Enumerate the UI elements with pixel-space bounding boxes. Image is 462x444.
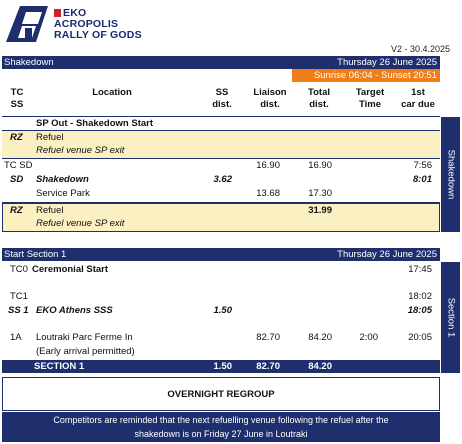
table-row	[2, 331, 440, 359]
table-row	[2, 203, 440, 232]
total-ss: 1.50	[213, 361, 232, 372]
notice-line2: shakedown is on Friday 27 June in Loutraki	[134, 429, 308, 439]
refuel-notice	[2, 412, 440, 442]
brand-text	[54, 8, 142, 41]
brand-line1: ACROPOLIS	[54, 18, 119, 30]
rz2-sub: Refuel venue SP exit	[36, 218, 125, 229]
tc0-first: 17:45	[408, 264, 432, 275]
shakedown-side-tab: Shakedown	[441, 117, 460, 232]
sd-label: Shakedown	[36, 174, 89, 185]
a1-liaison: 82.70	[256, 332, 280, 343]
a1-code: 1A	[10, 332, 22, 343]
eko-flag-icon	[54, 9, 61, 17]
section1-side-tab: Section 1	[441, 262, 460, 373]
shakedown-title: Shakedown	[4, 57, 54, 68]
total-total: 84.20	[308, 361, 332, 372]
tcsd-total: 16.90	[308, 160, 332, 171]
service-total: 17.30	[308, 188, 332, 199]
col-first-car: 1st car due	[401, 87, 435, 110]
section1-bar	[2, 248, 440, 261]
sd-code: SD	[10, 174, 24, 185]
brand-line2: RALLY OF GODS	[54, 29, 142, 41]
tcsd-code: TC SD	[4, 160, 33, 171]
col-location: Location	[92, 87, 132, 98]
tc0-code: TC0	[10, 264, 28, 275]
sunrise-sunset-badge: Sunrise 06:04 - Sunset 20:51	[292, 69, 440, 82]
col-liaison: Liaison dist.	[253, 87, 287, 110]
a1-label: Loutraki Parc Ferme In	[36, 332, 133, 343]
tcsd-first: 7:56	[413, 160, 432, 171]
sd-first: 8:01	[412, 174, 432, 185]
col-ss-dist: SS dist.	[212, 87, 232, 110]
ss1-code: SS 1	[8, 305, 29, 316]
table-row	[2, 159, 440, 201]
ss1-label: EKO Athens SSS	[36, 305, 113, 316]
table-header	[2, 87, 440, 115]
total-label: SECTION 1	[34, 361, 85, 372]
a1-sub: (Early arrival permitted)	[36, 346, 135, 357]
table-row	[2, 117, 440, 130]
section1-date: Thursday 26 June 2025	[337, 249, 437, 260]
table-row	[2, 263, 440, 277]
tc1-first: 18:02	[408, 291, 432, 302]
table-row	[2, 131, 440, 158]
tcsd-liaison: 16.90	[256, 160, 280, 171]
total-liaison: 82.70	[256, 361, 280, 372]
col-tc: TC SS	[10, 87, 24, 110]
ss1-first: 18:05	[407, 305, 432, 316]
rally-logo	[6, 6, 156, 44]
section1-total-row	[2, 360, 440, 373]
col-total: Total dist.	[308, 87, 330, 110]
sd-dist: 3.62	[213, 174, 232, 185]
tc0-label: Ceremonial Start	[32, 264, 109, 275]
overnight-regroup: OVERNIGHT REGROUP	[2, 377, 440, 411]
brand-eko: EKO	[54, 8, 142, 19]
shakedown-bar	[2, 56, 440, 69]
table-row	[2, 290, 440, 318]
section1-title: Start Section 1	[4, 249, 67, 260]
shakedown-date: Thursday 26 June 2025	[337, 57, 437, 68]
rz2-code: RZ	[10, 205, 23, 216]
rz2-total: 31.99	[308, 205, 332, 216]
a1-first: 20:05	[408, 332, 432, 343]
acropolis-logo-mark	[6, 6, 48, 42]
service-label: Service Park	[36, 188, 90, 199]
a1-target: 2:00	[359, 332, 378, 343]
a1-total: 84.20	[308, 332, 332, 343]
service-liaison: 13.68	[256, 188, 280, 199]
rz1-label: Refuel	[36, 132, 64, 143]
sp-out-label: SP Out - Shakedown Start	[36, 118, 154, 129]
col-target: Target Time	[355, 87, 385, 110]
rz2-label: Refuel	[36, 205, 64, 216]
rz1-sub: Refuel venue SP exit	[36, 145, 125, 156]
version-label: V2 - 30.4.2025	[390, 44, 450, 54]
tc1-code: TC1	[10, 291, 28, 302]
ss1-dist: 1.50	[213, 305, 232, 316]
notice-line1: Competitors are reminded that the next refuelling venue following the refuel after the	[53, 415, 389, 425]
rz1-code: RZ	[10, 132, 23, 143]
